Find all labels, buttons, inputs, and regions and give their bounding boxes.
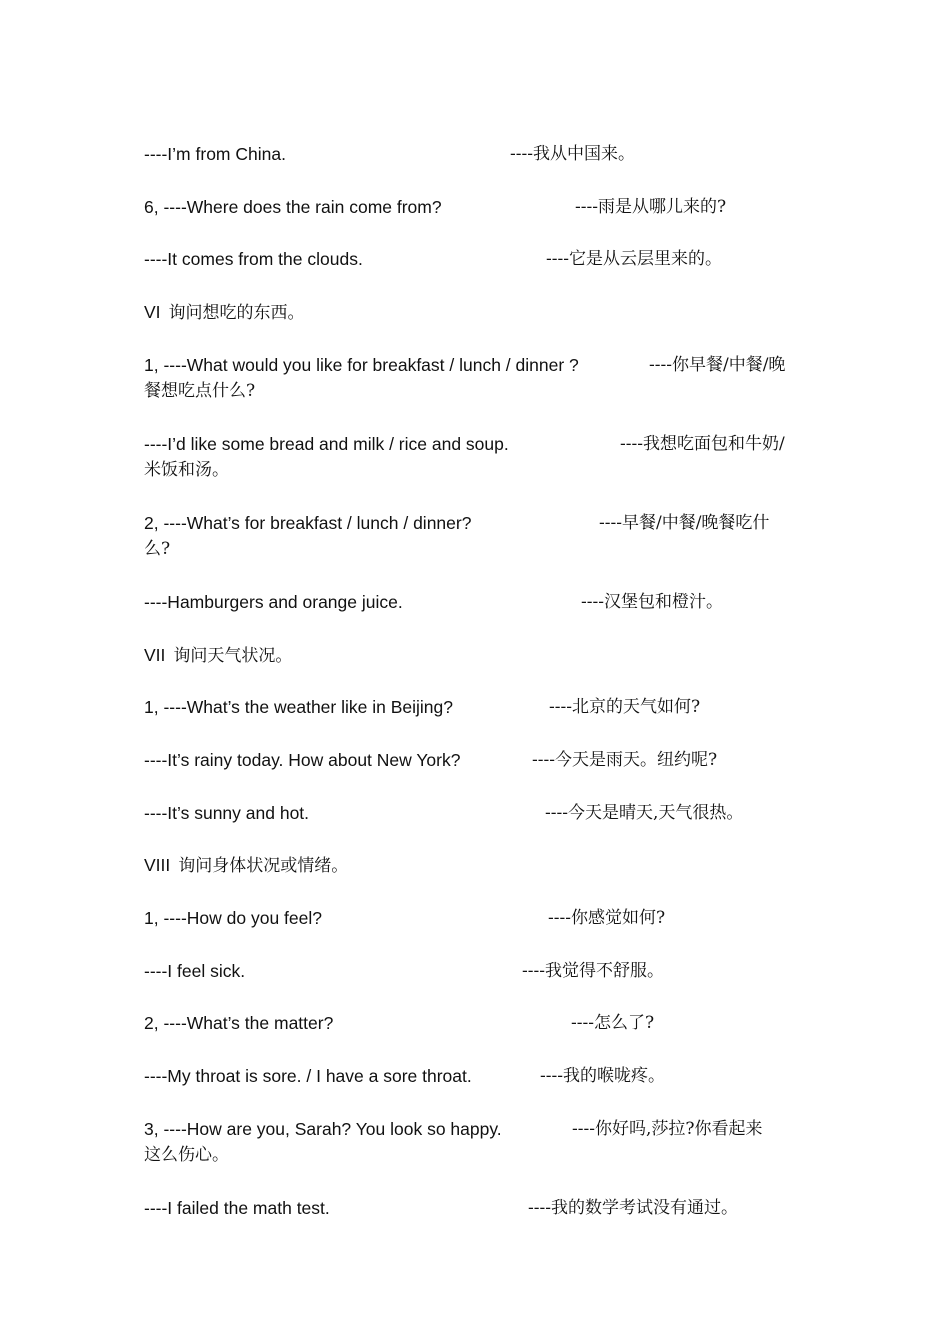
- chinese-translation: ----北京的天气如何?: [549, 697, 701, 717]
- dialogue-line: [144, 905, 814, 932]
- dialogue-line: [144, 589, 814, 616]
- english-sentence: 2, ----What’s the matter?: [144, 1013, 334, 1033]
- section-heading: [144, 299, 814, 326]
- english-sentence: ----My throat is sore. / I have a sore throat.: [144, 1066, 472, 1086]
- chinese-translation: ----早餐/中餐/晚餐吃什: [599, 513, 770, 533]
- section-number: VII: [144, 645, 166, 665]
- english-sentence: 1, ----How do you feel?: [144, 908, 322, 928]
- english-sentence: ----I feel sick.: [144, 961, 246, 981]
- chinese-translation-continued: 么?: [144, 539, 171, 559]
- dialogue-line: [144, 1195, 814, 1222]
- section-title: 询问想吃的东西。: [168, 303, 305, 323]
- english-sentence: 1, ----What would you like for breakfast / lunch / dinner ?: [144, 355, 579, 375]
- dialogue-line: [144, 352, 814, 401]
- dialogue-line: [144, 800, 814, 827]
- dialogue-line: [144, 1010, 814, 1037]
- english-sentence: ----I’d like some bread and milk / rice and soup.: [144, 434, 509, 454]
- dialogue-line: [144, 431, 814, 480]
- english-sentence: ----It comes from the clouds.: [144, 249, 363, 269]
- chinese-translation: ----你好吗,莎拉?你看起来: [572, 1119, 763, 1139]
- chinese-translation: ----汉堡包和橙汁。: [581, 592, 723, 612]
- english-sentence: ----I’m from China.: [144, 144, 286, 164]
- section-title: 询问天气状况。: [173, 646, 293, 666]
- chinese-translation: ----雨是从哪儿来的?: [575, 197, 727, 217]
- chinese-translation: ----我觉得不舒服。: [522, 961, 664, 981]
- english-sentence: ----Hamburgers and orange juice.: [144, 592, 403, 612]
- chinese-translation: ----怎么了?: [571, 1013, 655, 1033]
- chinese-translation: ----我从中国来。: [510, 144, 635, 164]
- section-heading: [144, 852, 814, 879]
- section-title: 询问身体状况或情绪。: [178, 856, 349, 876]
- dialogue-line: [144, 141, 814, 168]
- english-sentence: ----I failed the math test.: [144, 1198, 330, 1218]
- dialogue-line: [144, 194, 814, 221]
- chinese-translation: ----今天是雨天。纽约呢?: [532, 750, 718, 770]
- dialogue-line: [144, 747, 814, 774]
- section-heading: [144, 642, 814, 669]
- dialogue-line: [144, 958, 814, 985]
- english-sentence: 3, ----How are you, Sarah? You look so happy.: [144, 1119, 502, 1139]
- section-number: VIII: [144, 855, 171, 875]
- dialogue-line: [144, 246, 814, 273]
- chinese-translation: ----我想吃面包和牛奶/: [620, 434, 785, 454]
- english-sentence: 6, ----Where does the rain come from?: [144, 197, 442, 217]
- dialogue-line: [144, 1116, 814, 1165]
- chinese-translation-continued: 这么伤心。: [144, 1145, 229, 1165]
- english-sentence: 2, ----What’s for breakfast / lunch / dinner?: [144, 513, 472, 533]
- dialogue-line: [144, 1063, 814, 1090]
- chinese-translation-continued: 米饭和汤。: [144, 460, 229, 480]
- dialogue-line: [144, 510, 814, 559]
- section-number: VI: [144, 302, 161, 322]
- english-sentence: ----It’s rainy today. How about New York?: [144, 750, 461, 770]
- chinese-translation: ----我的数学考试没有通过。: [528, 1198, 738, 1218]
- chinese-translation: ----我的喉咙疼。: [540, 1066, 665, 1086]
- dialogue-line: [144, 694, 814, 721]
- english-sentence: ----It’s sunny and hot.: [144, 803, 310, 823]
- chinese-translation: ----今天是晴天,天气很热。: [545, 803, 744, 823]
- chinese-translation: ----你感觉如何?: [548, 908, 666, 928]
- chinese-translation: ----它是从云层里来的。: [546, 249, 722, 269]
- english-sentence: 1, ----What’s the weather like in Beijing?: [144, 697, 453, 717]
- chinese-translation: ----你早餐/中餐/晚: [649, 355, 786, 375]
- chinese-translation-continued: 餐想吃点什么?: [144, 381, 256, 401]
